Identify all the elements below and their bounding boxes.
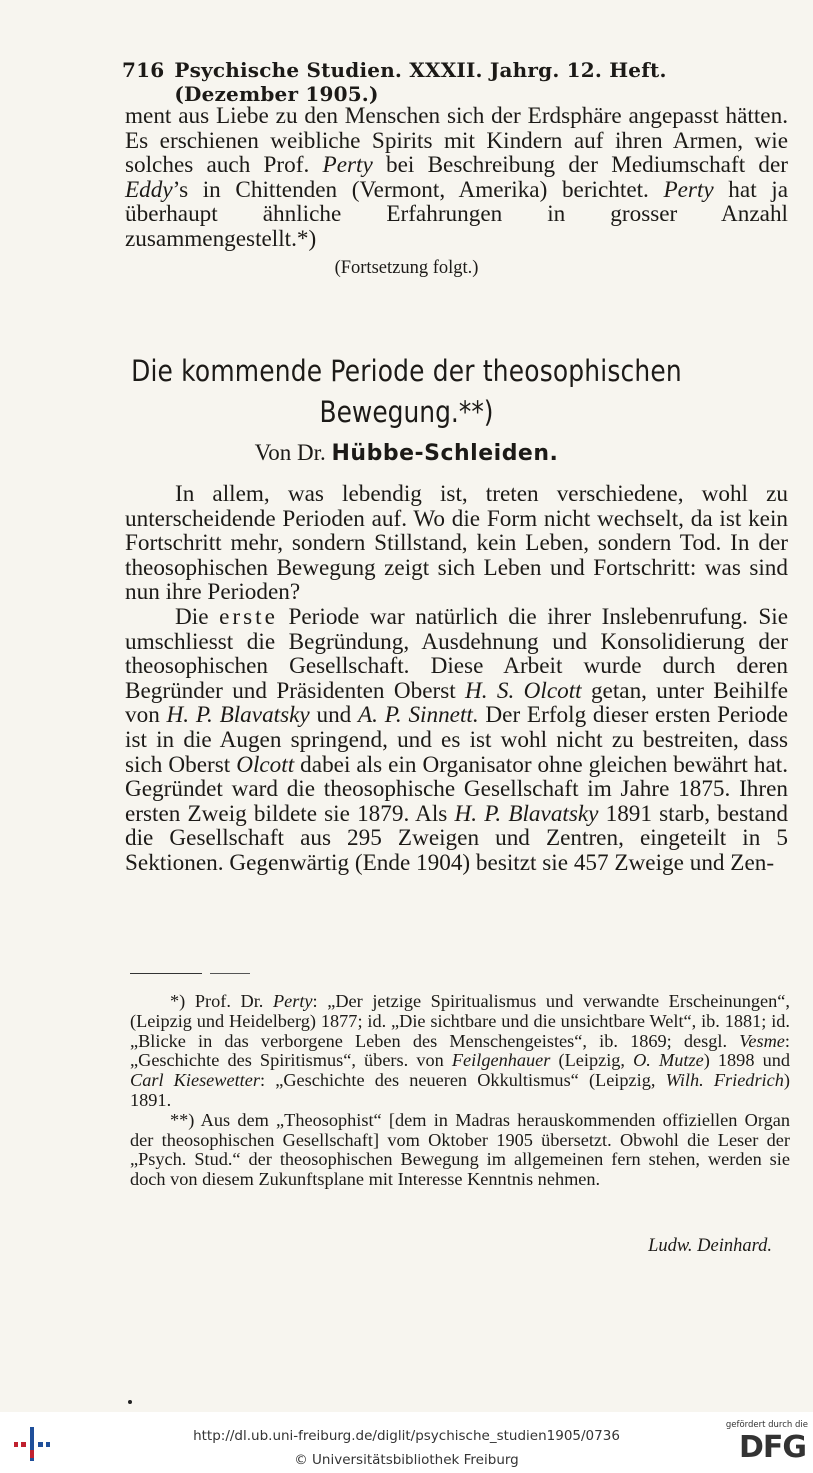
- text-span: hat ja überhaupt ähnliche Erfahrungen in grosser Anzahl zusammengestellt.*): [125, 176, 788, 252]
- scan-speck: [128, 1400, 132, 1404]
- person-name: Perty: [663, 176, 714, 203]
- article-title-line2: Bewegung.**): [319, 395, 494, 429]
- text-span: Periode war natürlich die ihrer Inslebenrufung. Sie umschliesst die Begründung, Ausdehnung und Konsolidierung der theosophischen Gesellschaft. Diese Arbeit wurde durch deren Begründer und Präsidenten Oberst: [125, 603, 788, 704]
- text-span: ) 1898 und: [703, 1050, 790, 1071]
- footnote: [130, 992, 790, 1111]
- author-name: Hübbe-Schleiden.: [331, 441, 559, 466]
- text-span: (Leipzig,: [550, 1050, 634, 1071]
- previous-article-text: [125, 104, 788, 252]
- text-span: ment aus Liebe zu den Menschen sich der Erdsphäre angepasst hätten. Es erschienen weibliche Spirits mit Kindern auf ihren Armen, wie solches auch Prof.: [125, 103, 788, 179]
- text-span: *) Prof. Dr.: [170, 991, 273, 1011]
- person-name: Vesme: [739, 1030, 785, 1051]
- person-name: H. P. Blavatsky: [166, 702, 310, 729]
- person-name: Carl Kiesewetter: [130, 1070, 260, 1091]
- text-span: und: [309, 702, 359, 729]
- page-number: 716: [122, 58, 165, 82]
- article-body: [125, 482, 788, 876]
- person-name: Perty: [322, 152, 373, 179]
- article-title-line1: Die kommende Periode der theosophischen: [131, 354, 682, 388]
- person-name: Olcott: [236, 751, 295, 778]
- publisher-name: Wilh. Friedrich: [665, 1070, 784, 1091]
- running-title: Psychische Studien. XXXII. Jahrg. 12. Heft. (Dezember 1905.): [174, 58, 667, 106]
- text-span: bei Beschreibung der Mediumschaft der: [372, 152, 788, 179]
- byline-prefix: Von Dr.: [254, 440, 326, 465]
- text-span: 1891 starb, bestand die Gesellschaft aus 295 Zweigen und Zentren, eingeteilt in 5 Sektionen. Gegenwärtig (Ende 1904) besitzt sie 457 Zweige und Zen-: [125, 800, 789, 876]
- dfg-logo: [718, 1420, 808, 1468]
- text-span: ) 1891.: [130, 1070, 790, 1110]
- source-url-link[interactable]: http://dl.ub.uni-freiburg.de/diglit/psychische_studien1905/0736: [193, 1428, 620, 1444]
- byline: [0, 440, 813, 466]
- person-name: H. P. Blavatsky: [454, 800, 599, 827]
- paragraph: In allem, was lebendig ist, treten verschiedene, wohl zu unterscheidende Perioden auf. Wo die Form nicht wechselt, da ist kein Fortschritt mehr, sondern Stillstand, kein Leben, sondern Tod. In der theosophischen Bewegung zeigt sich Leben und Fortschritt: was sind nun ihre Perioden?: [125, 481, 788, 606]
- publisher-name: O. Mutze: [633, 1050, 704, 1071]
- footnotes: [130, 992, 790, 1190]
- person-name: Eddy: [125, 176, 173, 203]
- running-header: [122, 58, 788, 106]
- person-name: A. P. Sinnett.: [358, 702, 479, 729]
- emphasized-word: erste: [219, 603, 278, 630]
- person-name: Perty: [272, 991, 313, 1011]
- dfg-caption: gefördert durch die: [725, 1420, 808, 1430]
- footnote-rule: [130, 973, 202, 974]
- footer-bar: [0, 1412, 813, 1473]
- dfg-logo-text: DFG: [738, 1430, 806, 1465]
- person-name: H. S. Olcott: [465, 677, 582, 704]
- footnote-signature: Ludw. Deinhard.: [648, 1236, 772, 1256]
- copyright-notice: © Universitätsbibliothek Freiburg: [294, 1452, 519, 1468]
- text-span: Der Erfolg dieser ersten Periode ist in die Augen springend, und es ist wohl nicht zu bestreiten, dass sich Oberst: [125, 702, 788, 778]
- footnote-rule: [210, 973, 250, 974]
- continuation-note: (Fortsetzung folgt.): [334, 258, 479, 278]
- footnote: **) Aus dem „Theosophist“ [dem in Madras herauskommenden offiziellen Organ der theosophischen Gesellschaft] vom Oktober 1905 übersetzt. Obwohl die Leser der „Psych. Stud.“ der theosophischen Bewegung im allgemeinen fern stehen, werden sie doch von diesem Zukunftsplane mit Interesse Kenntnis nehmen.: [130, 1109, 790, 1190]
- text-span: : „Geschichte des Spiritismus“, übers. von: [130, 1030, 790, 1071]
- text-span: : „Geschichte des neueren Okkultismus“ (Leipzig,: [260, 1070, 666, 1091]
- text-span: ’s in Chittenden (Vermont, Amerika) berichtet.: [172, 176, 664, 203]
- text-span: dabei als ein Organisator ohne gleichen bewährt hat. Gegründet ward die theosophische Gesellschaft im Jahre 1875. Ihren ersten Zweig bildete sie 1879. Als: [125, 751, 789, 827]
- text-span: Die: [175, 603, 220, 630]
- person-name: Feilgenhauer: [451, 1050, 551, 1071]
- paragraph: [125, 605, 788, 876]
- text-span: : „Der jetzige Spiritualismus und verwandte Erscheinungen“, (Leipzig und Heidelberg) 1877; id. „Die sichtbare und die unsichtbare Welt“, ib. 1881; id. „Blicke in das verborgene Leben des Menschengeistes“, ib. 1869; desgl.: [130, 991, 790, 1051]
- text-span: getan, unter Beihilfe von: [125, 677, 788, 729]
